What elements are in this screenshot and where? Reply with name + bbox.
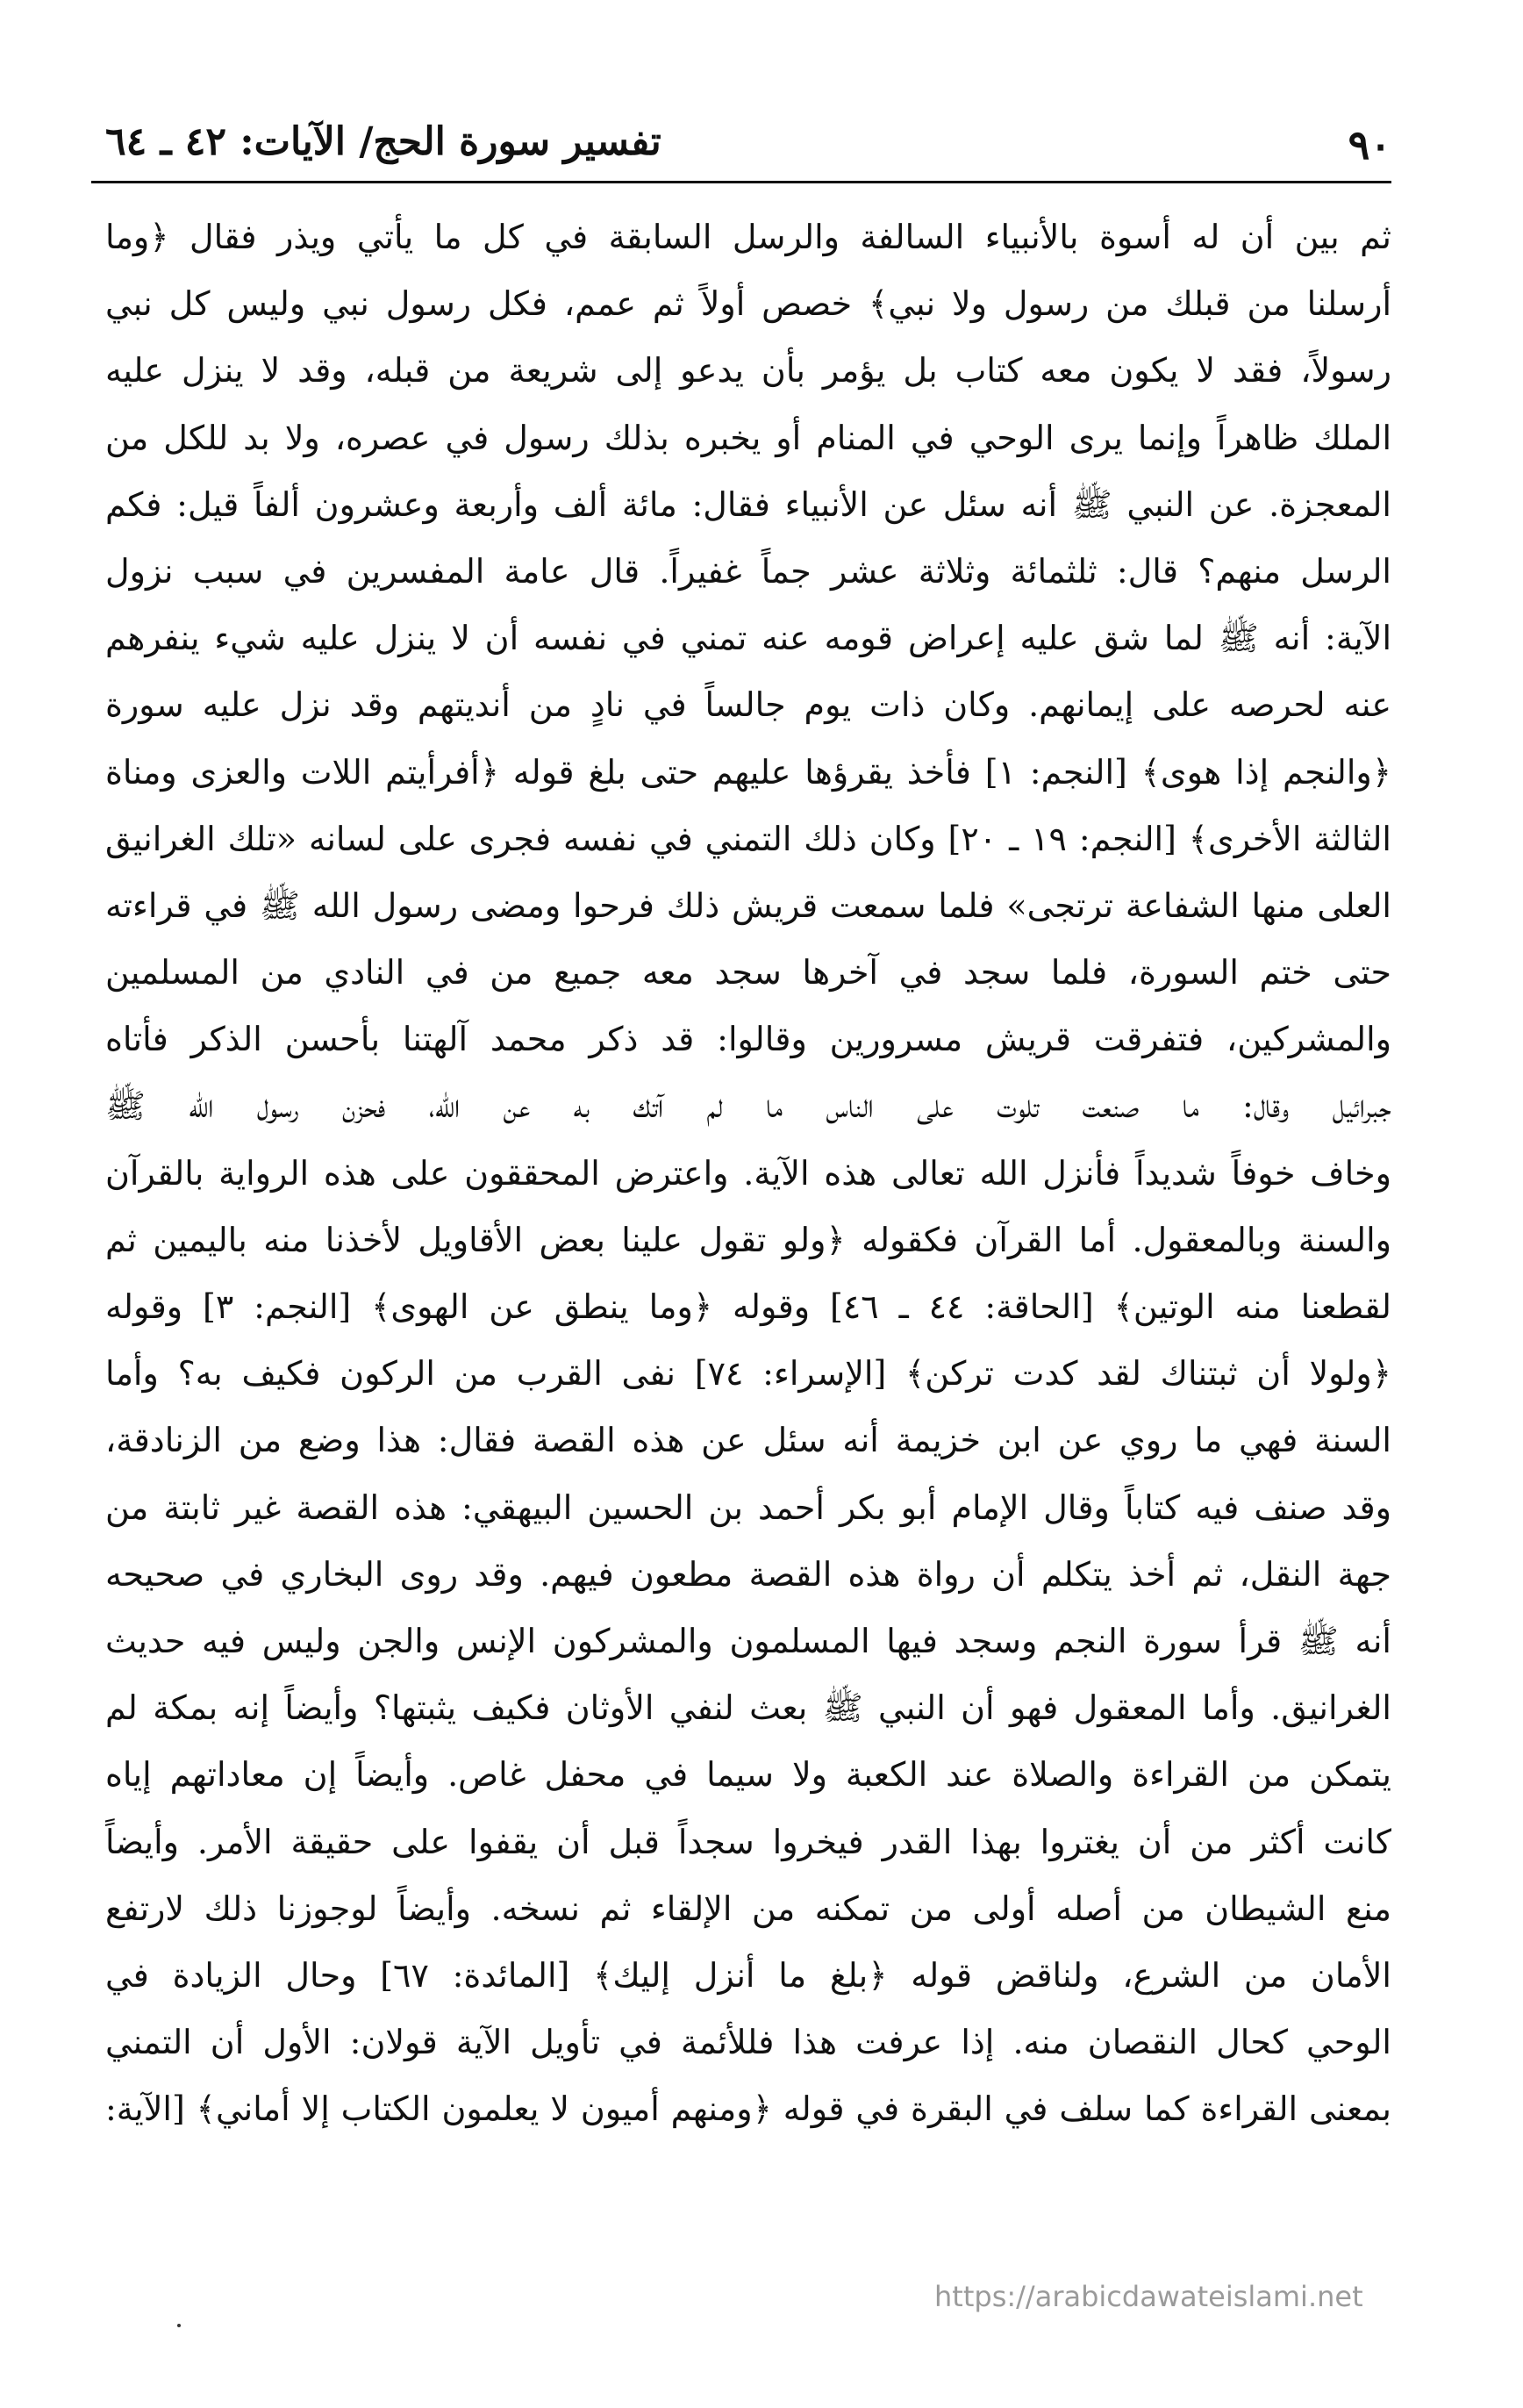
page-number: ٩٠ [1348,121,1391,168]
body-line: الآية: أنه ﷺ لما شق عليه إعراض قومه عنه تمني في نفسه أن لا ينزل عليه شيء ينفرهم [105,619,1391,658]
body-line: جبرائيل وقال: ما صنعت تلوت على الناس ما لم آتك به عن الله، فحزن رسول الله ﷺ [105,1086,1391,1126]
body-line: والمشركين، فتفرقت قريش مسرورين وقالوا: قد ذكر محمد آلهتنا بأحسن الذكر فأتاه [105,1020,1391,1059]
body-line: لقطعنا منه الوتين﴾ [الحاقة: ٤٤ ـ ٤٦] وقوله ﴿وما ينطق عن الهوى﴾ [النجم: ٣] وقوله [105,1287,1391,1326]
body-line: السنة فهي ما روي عن ابن خزيمة أنه سئل عن هذه القصة فقال: هذا وضع من الزنادقة، [105,1421,1391,1460]
body-line: ثم بين أن له أسوة بالأنبياء السالفة والرسل السابقة في كل ما يأتي ويذر فقال ﴿وما [105,218,1391,256]
scan-speck [177,2324,181,2327]
body-line: منع الشيطان من أصله أولى من تمكنه من الإلقاء ثم نسخه. وأيضاً لوجوزنا ذلك لارتفع [105,1888,1391,1928]
body-line: حتى ختم السورة، فلما سجد في آخرها سجد معه جميع من في النادي من المسلمين [105,953,1391,993]
body-line: ﴿ولولا أن ثبتناك لقد كدت تركن﴾ [الإسراء: ٧٤] نفى القرب من الركون فكيف به؟ وأما [105,1354,1391,1394]
body-line: الأمان من الشرع، ولناقض قوله ﴿بلغ ما أنزل إليك﴾ [المائدة: ٦٧] وحال الزيادة في [105,1955,1391,1995]
running-title: تفسير سورة الحج/ الآيات: ٤٢ ـ ٦٤ [105,119,661,164]
body-line: الملك ظاهراً وإنما يرى الوحي في المنام أو يخبره بذلك رسول في عصره، ولا بد للكل من [105,418,1391,457]
body-line: أنه ﷺ قرأ سورة النجم وسجد فيها المسلمون والمشركون الإنس والجن وليس فيه حديث [105,1621,1391,1660]
body-line: عنه لحرصه على إيمانهم. وكان ذات يوم جالساً في نادٍ من أنديتهم وقد نزل عليه سورة [105,685,1391,725]
watermark-url: https://arabicdawateislami.net [934,2280,1363,2313]
body-line: الرسل منهم؟ قال: ثلثمائة وثلاثة عشر جماً غفيراً. قال عامة المفسرين في سبب نزول [105,551,1391,591]
body-line: رسولاً، فقد لا يكون معه كتاب بل يؤمر بأن يدعو إلى شريعة من قبله، وقد لا ينزل عليه [105,351,1391,391]
body-text [105,204,1391,2142]
body-line: ﴿والنجم إذا هوى﴾ [النجم: ١] فأخذ يقرؤها عليهم حتى بلغ قوله ﴿أفرأيتم اللات والعزى ومناة [105,752,1391,792]
body-line: والسنة وبالمعقول. أما القرآن فكقوله ﴿ولو تقول علينا بعض الأقاويل لأخذنا منه باليمين ثم [105,1220,1391,1259]
body-line: وخاف خوفاً شديداً فأنزل الله تعالى هذه الآية. واعترض المحققون على هذه الرواية بالقرآن [105,1153,1391,1193]
body-line: بمعنى القراءة كما سلف في البقرة في قوله ﴿ومنهم أميون لا يعلمون الكتاب إلا أماني﴾ [الآية: [105,2089,1391,2129]
body-line: الغرانيق. وأما المعقول فهو أن النبي ﷺ بعث لنفي الأوثان فكيف يثبتها؟ وأيضاً إنه بمكة لم [105,1688,1391,1728]
body-line: كانت أكثر من أن يغتروا بهذا القدر فيخروا سجداً قبل أن يقفوا على حقيقة الأمر. وأيضاً [105,1822,1391,1861]
body-line: يتمكن من القراءة والصلاة عند الكعبة ولا سيما في محفل غاص. وأيضاً إن معاداتهم إياه [105,1755,1391,1795]
header-divider [91,181,1391,183]
body-line: جهة النقل، ثم أخذ يتكلم أن رواة هذه القصة مطعون فيهم. وقد روى البخاري في صحيحه [105,1554,1391,1594]
body-line: أرسلنا من قبلك من رسول ولا نبي﴾ خصص أولاً ثم عمم، فكل رسول نبي وليس كل نبي [105,284,1391,324]
body-line: وقد صنف فيه كتاباً وقال الإمام أبو بكر أحمد بن الحسين البيهقي: هذه القصة غير ثابتة من [105,1487,1391,1527]
page-header [105,104,1391,184]
body-line: المعجزة. عن النبي ﷺ أنه سئل عن الأنبياء فقال: مائة ألف وأربعة وعشرون ألفاً قيل: فكم [105,484,1391,524]
body-line: الثالثة الأخرى﴾ [النجم: ١٩ ـ ٢٠] وكان ذلك التمني في نفسه فجرى على لسانه «تلك الغرانيق [105,819,1391,858]
body-line: العلى منها الشفاعة ترتجى» فلما سمعت قريش ذلك فرحوا ومضى رسول الله ﷺ في قراءته [105,885,1391,925]
body-line: الوحي كحال النقصان منه. إذا عرفت هذا فللأئمة في تأويل الآية قولان: الأول أن التمني [105,2023,1391,2062]
